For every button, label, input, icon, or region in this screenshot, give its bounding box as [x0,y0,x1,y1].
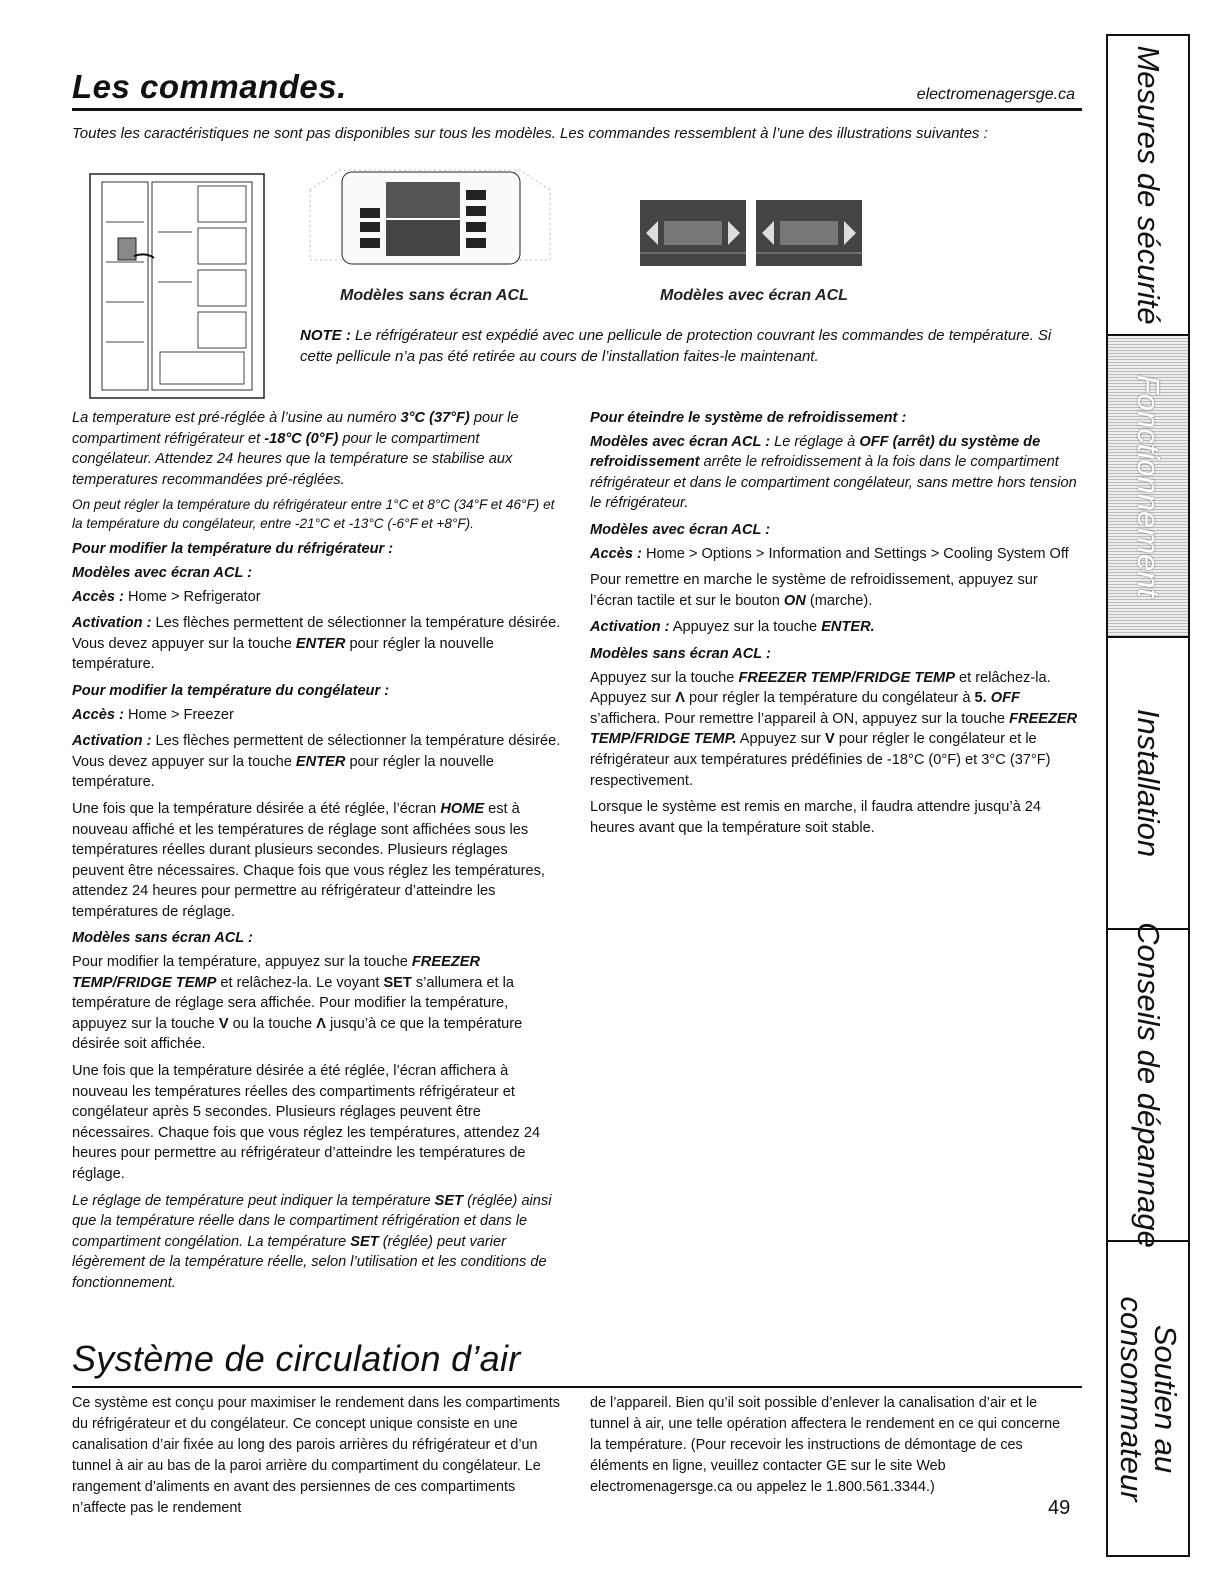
tab-fonctionnement[interactable]: Fonctionnement [1108,336,1188,638]
acces-cooling: Accès : Home > Options > Information and Settings > Cooling System Off [590,545,1069,562]
air-section-title: Système de circulation d’air [72,1338,521,1379]
air-paragraph-2: de l’appareil. Bien qu’il soit possible d’enlever la canalisation d’air et le tunnel à air, une telle opération affectera le rendement en ce qui concerne la température. (Pour recevoir les instructions de démontage de ces éléments en ligne, veuillez contacter GE sur le site Web electromenagersge.ca ou appelez le 1.800.561.3344.) [590,1395,1061,1495]
acces-freezer: Accès : Home > Freezer [72,706,234,723]
right-column [590,408,1080,844]
no-lcd-paragraph: Pour modifier la température, appuyez sur la touche FREEZER TEMP/FRIDGE TEMP et relâchez-la. Le voyant SET s’allumera et la température de réglage sera affichée. Pour modifier la température, appuyez sur la touche V ou la touche Λ jusqu’à ce que la température désirée soit affichée. [72,954,523,1053]
acces-fridge: Accès : Home > Refrigerator [72,588,261,605]
heading-freezer: Pour modifier la température du congélateur : [72,682,390,699]
section-tabs [1106,34,1190,1557]
home-paragraph: Une fois que la température désirée a été réglée, l’écran HOME est à nouveau affiché et les températures de réglage sont affichées sous les températures réelles durant plusieurs secondes. Plusieurs réglages peuvent être nécessaires. Chaque fois que vous réglez les températures, attendez 24 heures pour permettre au réfrigérateur d’atteindre les températures de réglage. [72,800,545,920]
air-paragraph-1: Ce système est conçu pour maximiser le rendement dans les compartiments du réfrigérateur et du congélateur. Ce concept unique consiste en une canalisation d’air fixée au long des parois arrières du réfrigérateur et d’un tunnel à air au bas de la paroi arrière du compartiment du congélateur. Le rangement d’aliments en avant des persiennes de ces compartiments n’affecte pas le rendement [72,1395,560,1516]
heading-lcd-models: Modèles avec écran ACL : [72,564,253,581]
air-section-rule [72,1386,1082,1388]
site-url: electromenagersge.ca [916,86,1075,103]
tab-mesures-de-securite[interactable]: Mesures de sécurité [1108,36,1188,336]
range-paragraph: On peut régler la température du réfrigérateur entre 1°C et 8°C (34°F et 46°F) et la température du congélateur, entre -21°C et -13°C (-6°F et +8°F). [72,497,555,531]
activation-fridge: Activation : Les flèches permettent de sélectionner la température désirée. Vous devez appuyer sur la touche ENTER pour régler la nouvelle température. [72,615,561,673]
left-column [72,408,562,1300]
activation-freezer: Activation : Les flèches permettent de sélectionner la température désirée. Vous devez appuyer sur la touche ENTER pour régler la nouvelle température. [72,733,561,791]
heading-fridge: Pour modifier la température du réfrigérateur : [72,541,394,558]
tab-soutien-au-consommateur[interactable]: Soutien au consommateur [1114,1295,1183,1502]
tab-conseils-de-depannage[interactable]: Conseils de dépannage [1108,930,1188,1242]
note-text: Le réfrigérateur est expédié avec une pellicule de protection couvrant les commandes de température. Si cette pellicule n’a pas été retirée au cours de l’installation faites-le maintenant. [300,327,1052,365]
no-lcd-off-paragraph: Appuyez sur la touche FREEZER TEMP/FRIDGE TEMP et relâchez-la. Appuyez sur Λ pour régler la température du congélateur à 5. OFF s’affichera. Pour remettre l’appareil à ON, appuyez sur la touche FREEZER TEMP/FRIDGE TEMP. Appuyez sur V pour régler le congélateur et le réfrigérateur aux températures prédéfinies de -18°C (0°F) et 3°C (37°F) respectivement. [590,669,1078,789]
preset-paragraph: La temperature est pré-réglée à l’usine au numéro 3°C (37°F) pour le compartiment réfrigérateur et -18°C (0°F) pour le compartiment congélateur. Attendez 24 heures que la température se stabilise aux temperatures recommandées pré-réglées. [72,410,519,488]
turn-off-paragraph: Modèles avec écran ACL : Le réglage à OFF (arrêt) du système de refroidissement arrête le refroidissement à la fois dans le compartiment réfrigérateur et dans le compartiment congélateur, sans mettre hors tension le réfrigérateur. [590,433,1077,512]
tab-installation[interactable]: Installation [1108,638,1188,930]
control-panel-lcd-illustration [640,195,865,270]
note-label: NOTE : [300,327,351,344]
control-panel-no-lcd-illustration [300,160,560,268]
note [300,325,1080,367]
title-rule [72,108,1082,111]
caption-lcd: Modèles avec écran ACL [660,287,848,304]
activation-enter: Activation : Appuyez sur la touche ENTER. [590,619,875,636]
intro-text: Toutes les caractéristiques ne sont pas disponibles sur tous les modèles. Les commandes ressemblent à l’une des illustrations suivantes : [72,125,988,142]
page-number: 49 [1048,1497,1071,1519]
restart-paragraph: Lorsque le système est remis en marche, il faudra attendre jusqu’à 24 heures avant que la température soit stable. [590,799,1042,836]
heading-lcd-models-2: Modèles avec écran ACL : [590,521,771,538]
turn-on-paragraph: Pour remettre en marche le système de refroidissement, appuyez sur l’écran tactile et sur le bouton ON (marche). [590,572,1038,609]
after-paragraph: Une fois que la température désirée a été réglée, l’écran affichera à nouveau les températures réelles des compartiments réfrigérateur et congélateur après 5 secondes. Plusieurs réglages peuvent être nécessaires. Chaque fois que vous réglez les températures, attendez 24 heures pour permettre au réfrigérateur d’atteindre les températures de réglage. [72,1063,541,1182]
page-title: Les commandes. [72,68,347,105]
caption-no-lcd: Modèles sans écran ACL [340,287,529,304]
refrigerator-illustration [88,172,266,400]
heading-no-lcd-2: Modèles sans écran ACL : [590,645,771,662]
heading-turn-off: Pour éteindre le système de refroidissement : [590,410,907,426]
heading-no-lcd: Modèles sans écran ACL : [72,930,253,947]
set-note-paragraph: Le réglage de température peut indiquer la température SET (réglée) ainsi que la température réelle dans le compartiment réfrigération et dans le compartiment congélation. La température SET (réglée) peut varier légèrement de la température réelle, selon l’utilisation et les conditions de fonctionnement. [72,1192,552,1291]
